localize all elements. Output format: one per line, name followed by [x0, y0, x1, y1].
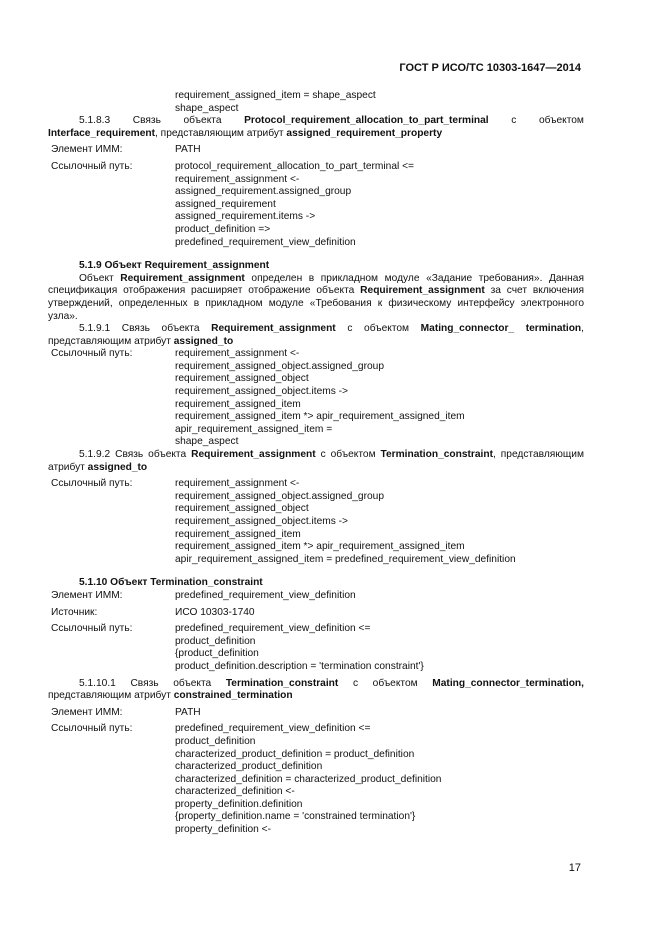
word: объектом — [538, 115, 584, 127]
code-line: requirement_assigned_object.items -> — [175, 386, 348, 398]
field-label: Элемент ИММ: — [51, 144, 123, 156]
code-line: requirement_assigned_object.assigned_group — [175, 490, 384, 502]
code-line: predefined_requirement_view_definition <= — [175, 723, 371, 735]
word: Связь — [130, 677, 159, 689]
code-line: product_definition — [175, 635, 256, 647]
code-line: requirement_assigned_item *> apir_requirement_assigned_item — [175, 411, 465, 423]
text: определен в прикладном модуле «Задание требования». Данная спецификация отображения расширяет отображение объекта — [48, 272, 584, 297]
entity-name: Requirement_assignment — [120, 272, 245, 284]
code-line: property_definition.definition — [175, 798, 303, 810]
entity-name: Interface_requirement — [48, 127, 156, 139]
word: с — [352, 677, 359, 689]
document-header: ГОСТ Р ИСО/ТС 10303-1647—2014 — [399, 62, 581, 74]
code-line: requirement_assigned_object.items -> — [175, 516, 348, 527]
code-line: requirement_assignment <- — [175, 348, 300, 360]
text: с объектом — [315, 449, 381, 461]
text: 5.1.9.1 Связь объекта — [79, 323, 212, 335]
attribute-name: assigned_to — [87, 461, 148, 473]
entity-name: Termination_constraint — [225, 677, 339, 689]
attribute-name: constrained_termination — [173, 690, 293, 702]
page-content — [48, 90, 584, 837]
reference-path-row — [48, 348, 584, 449]
entity-name: Termination_constraint — [380, 449, 493, 461]
word: Связь — [132, 115, 161, 127]
attribute-name: assigned_requirement_property — [286, 127, 443, 139]
entity-name: Mating_connector_ termination — [420, 323, 582, 335]
code-line: requirement_assigned_item — [175, 398, 301, 410]
field-label: Источник: — [51, 606, 98, 618]
code-line: apir_requirement_assigned_item = predefined_requirement_view_definition — [175, 553, 516, 565]
code-line: shape_aspect — [175, 102, 239, 114]
imm-element-row — [48, 590, 584, 603]
code-line: {property_definition.name = 'constrained termination'} — [175, 811, 416, 823]
code-line: requirement_assigned_object — [175, 373, 309, 385]
text: 5.1.9.2 Связь объекта — [79, 449, 192, 461]
field-value: PATH — [175, 706, 201, 718]
code-line: requirement_assigned_item *> apir_requirement_assigned_item — [175, 541, 465, 553]
code-line: product_definition => — [175, 223, 271, 235]
code-line: requirement_assigned_item = shape_aspect — [175, 90, 376, 101]
page-number: 17 — [568, 862, 581, 874]
attribute-name: assigned_to — [173, 335, 234, 347]
field-label: Ссылочный путь: — [51, 723, 133, 735]
clause-5-1-8-3-line2 — [48, 128, 584, 141]
text: , представляющим атрибут — [48, 323, 585, 347]
entity-name: Protocol_requirement_allocation_to_part_terminal — [244, 115, 489, 127]
code-line: requirement_assigned_object.assigned_group — [175, 360, 384, 372]
field-label: Ссылочный путь: — [51, 623, 133, 635]
clause-5-1-9-2-heading — [48, 449, 584, 474]
code-line: characterized_definition <- — [175, 786, 295, 798]
code-line: assigned_requirement — [175, 198, 276, 210]
code-line: characterized_product_definition — [175, 761, 323, 773]
field-label: Ссылочный путь: — [51, 348, 133, 360]
field-value: ИСО 10303-1740 — [175, 606, 255, 618]
field-label: Элемент ИММ: — [51, 589, 123, 601]
clause-5-1-8-3-heading — [48, 115, 584, 128]
word: объекта — [173, 677, 212, 689]
text: за счет включения утверждений, определенных в прикладном модуле «Требования к физическому интерфейсу электронного узла». — [48, 285, 584, 322]
word: объектом — [372, 677, 418, 689]
code-line: assigned_requirement.assigned_group — [175, 186, 352, 198]
field-value: PATH — [175, 144, 201, 156]
code-line: characterized_definition = characterized_product_definition — [175, 773, 442, 785]
code-line: protocol_requirement_allocation_to_part_terminal <= — [175, 160, 414, 172]
code-line: requirement_assigned_object — [175, 503, 309, 515]
text: Объект — [79, 272, 121, 284]
entity-name: Mating_connector_termination, — [432, 677, 584, 689]
clause-number: 5.1.10.1 — [79, 677, 116, 689]
paragraph — [48, 273, 584, 323]
code-line: property_definition <- — [175, 824, 271, 836]
word: объекта — [183, 115, 222, 127]
code-line: product_definition — [175, 735, 256, 747]
code-line: shape_aspect — [175, 436, 239, 448]
code-line: predefined_requirement_view_definition <= — [175, 623, 371, 635]
imm-element-row — [48, 144, 584, 157]
reference-path-row — [48, 723, 584, 836]
imm-element-row — [48, 707, 584, 720]
entity-name: Requirement_assignment — [191, 449, 316, 461]
code-line: product_definition.description = 'termination constraint'} — [175, 660, 424, 672]
field-value: predefined_requirement_view_definition — [175, 589, 356, 601]
code-line: requirement_assignment <- — [175, 173, 300, 185]
entity-name: Requirement_assignment — [360, 285, 485, 297]
clause-5-1-10-1-heading — [48, 678, 584, 691]
code-line: predefined_requirement_view_definition — [175, 236, 356, 248]
code-line: requirement_assignment <- — [175, 478, 300, 490]
word: с — [511, 115, 517, 127]
field-label: Элемент ИММ: — [51, 706, 123, 718]
text: представляющим атрибут — [48, 690, 174, 702]
source-row — [48, 607, 584, 620]
text: , представляющим атрибут — [48, 449, 584, 473]
code-line: apir_requirement_assigned_item = — [175, 423, 333, 435]
code-line: {product_definition — [175, 648, 259, 660]
code-line: characterized_product_definition = product_definition — [175, 748, 415, 760]
reference-path-row — [48, 161, 584, 249]
field-label: Ссылочный путь: — [51, 160, 133, 172]
clause-number: 5.1.8.3 — [79, 115, 111, 127]
clause-5-1-9-1-heading — [48, 323, 584, 348]
code-line: assigned_requirement.items -> — [175, 211, 316, 223]
section-title: 5.1.10 Объект Termination_constraint — [79, 577, 263, 589]
reference-path-row — [48, 478, 584, 566]
reference-path-row — [48, 623, 584, 673]
section-title: 5.1.9 Объект Requirement_assignment — [79, 260, 270, 272]
entity-name: Requirement_assignment — [211, 323, 336, 335]
text: с объектом — [335, 323, 421, 335]
clause-5-1-10-1-line2 — [48, 690, 584, 703]
code-line: requirement_assigned_item — [175, 528, 301, 540]
text: , представляющим атрибут — [155, 127, 287, 139]
field-label: Ссылочный путь: — [51, 478, 133, 490]
